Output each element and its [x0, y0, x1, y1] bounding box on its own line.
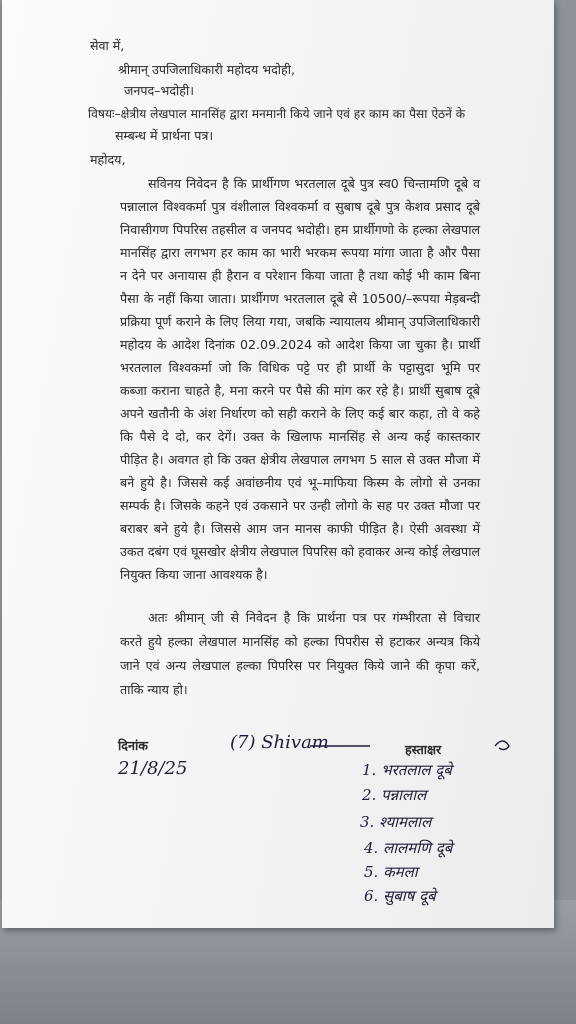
body-line: नियुक्त किया जाना आवश्यक है।	[120, 567, 268, 582]
signature-6: 6. सुबाष दूबे	[364, 887, 436, 905]
body-line: बराबर बने हुये है। जिससे आम जन मानस काफी पीड़ित है। ऐसी अवस्था में	[120, 521, 480, 536]
subject-line-1: विषयः–क्षेत्रीय लेखपाल मानसिंह द्वारा मनमानी किये जाने एवं हर काम का पैसा ऐठनें के	[88, 107, 466, 121]
body-line: निवासीगण पिपरिस तहसील व जनपद भदोही। हम प्रार्थीगणो के हल्का लेखपाल	[120, 222, 480, 237]
request-line: जाने एवं अन्य लेखपाल हल्का पिपरिस पर नियुक्त किये जाने की कृपा करें,	[120, 658, 480, 673]
greeting: महोदय,	[90, 152, 126, 167]
body-line: मानसिंह द्वारा लगभग हर काम का भारी भरकम रूपया मांगा जाता है और पैसा	[120, 245, 480, 260]
request-line: ताकि न्याय हो।	[120, 682, 188, 697]
body-line: पैसा के नहीं किया जाता। प्रार्थीगण भरतलाल दूबे से 10500/–रूपया मेड़बन्दी	[120, 291, 480, 306]
request-line: करते हुये हल्का लेखपाल मानसिंह को हल्का पिपरीस से हटाकर अन्यत्र किये	[120, 634, 480, 649]
body-line: प्रक्रिया पूर्ण कराने के लिए लिया गया, जबकि न्यायालय श्रीमान् उपजिलाधिकारी	[120, 314, 480, 329]
body-line: भरतलाल विश्वकर्मा जो कि विधिक पट्टे पर ही प्रार्थी के पट्टासुदा भूमि पर	[120, 360, 480, 375]
letter-page	[2, 0, 554, 928]
body-line: पीड़ित है। अवगत हो कि उक्त क्षेत्रीय लेखपाल लगभग 5 साल से उक्त मौजा में	[120, 452, 480, 467]
witness-signature: (7) Shivam	[230, 732, 329, 753]
body-line: पन्नालाल विश्वकर्मा पुत्र वंशीलाल विश्वकर्मा व सुबाष दूबे पुत्र केशव प्रसाद दूबे	[120, 199, 480, 214]
body-line: बने हुये है। जिससे कई अवांछनीय एवं भू–माफिया किस्म के लोगो से उनका	[120, 475, 480, 490]
signature-scribbles	[2, 0, 554, 928]
date-label: दिनांक	[118, 738, 148, 753]
signature-1: 1. भरतलाल दूबे	[362, 761, 452, 779]
body-line: महोदय के आदेश दिनांक 02.09.2024 को आदेश किया जा चुका है। प्रार्थी	[120, 337, 480, 352]
signature-4: 4. लालमणि दूबे	[364, 839, 453, 857]
body-line: कब्जा कराना चाहते है, मना करने पर पैसे की मांग कर रहे है। प्रार्थी सुबाष दूबे	[120, 383, 480, 398]
body-line: कि पैसे दे दो, कर देगें। उक्त के खिलाफ मानसिंह से अन्य कई कास्तकार	[120, 429, 480, 444]
signature-3: 3. श्यामलाल	[360, 813, 432, 831]
body-line: अपने खतौनी के अंश निर्धारण को सही कराने के लिए कई बार कहा, तो वे कहे	[120, 406, 480, 421]
date-value: 21/8/25	[118, 758, 188, 779]
signature-label: हस्ताक्षर	[405, 742, 442, 757]
request-line: अतः श्रीमान् जी से निवेदन है कि प्रार्थना पत्र पर गंम्भीरता से विचार	[148, 610, 480, 625]
body-line: सम्पर्क है। जिसके कहने एवं उकसाने पर उन्ही लोगो के सह पर उक्त मौजा पर	[120, 498, 480, 513]
signature-2: 2. पन्नालाल	[362, 786, 427, 804]
body-line: उकत दबंग एवं घूसखोर क्षेत्रीय लेखपाल पिपरिस को हवाकर अन्य कोई लेखपाल	[120, 544, 480, 559]
subject-line-2: सम्बन्ध में प्रार्थना पत्र।	[115, 128, 214, 143]
body-line: न देने पर अनायास ही हैरान व परेशान किया जाता है तथा कोई भी काम बिना	[120, 268, 480, 283]
signature-5: 5. कमला	[364, 863, 418, 881]
body-line: सविनय निवेदन है कि प्रार्थीगण भरतलाल दूबे पुत्र स्व0 चिन्तामणि दूबे व	[148, 176, 480, 191]
district: जनपद–भदोही।	[124, 83, 194, 98]
salutation-to: सेवा में,	[90, 38, 125, 53]
recipient: श्रीमान् उपजिलाधिकारी महोदय भदोही,	[118, 62, 296, 77]
